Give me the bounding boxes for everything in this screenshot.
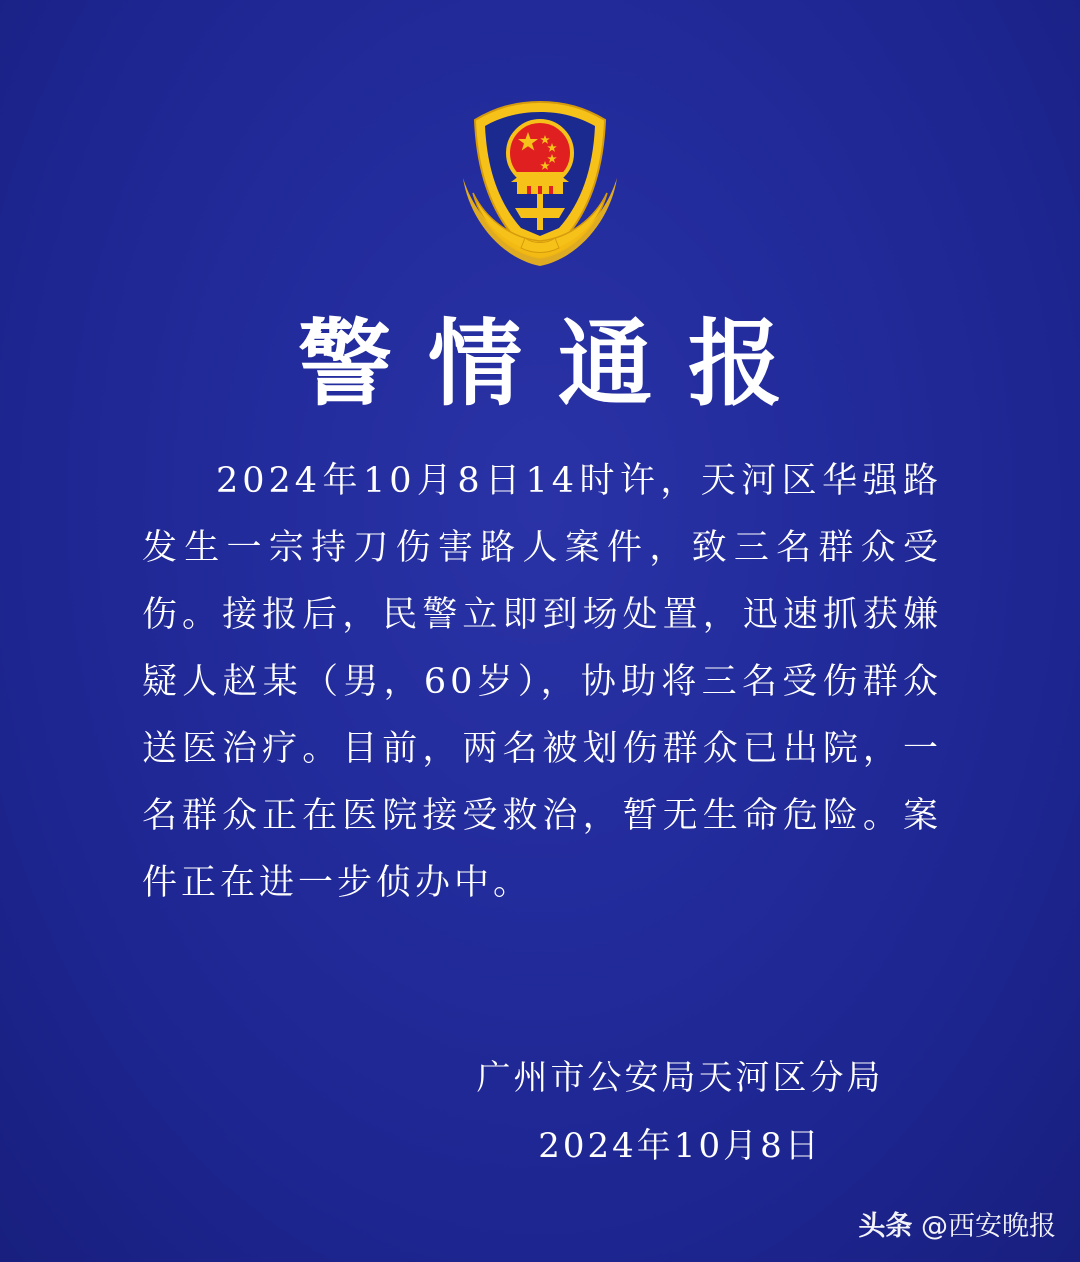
watermark [858, 1210, 1056, 1244]
watermark-account: @西安晚报 [921, 1211, 1056, 1242]
issuer-name: 广州市公安局天河区分局 [476, 1058, 884, 1098]
police-emblem-icon [455, 98, 625, 270]
page-title: 警情通报 [297, 310, 818, 419]
notice-body-text: 2024年10月8日14时许，天河区华强路发生一宗持刀伤害路人案件，致三名群众受伤。接报后，民警立即到场处置，迅速抓获嫌疑人赵某（男，60岁），协助将三名受伤群众送医治疗。目前，两名被划伤群众已出院，一名群众正在医院接受救治，暂无生命危险。案件正在进一步侦办中。 [142, 461, 942, 903]
issue-date: 2024年10月8日 [538, 1126, 822, 1166]
watermark-brand: 头条 [858, 1211, 913, 1242]
signature-block [440, 1044, 920, 1180]
